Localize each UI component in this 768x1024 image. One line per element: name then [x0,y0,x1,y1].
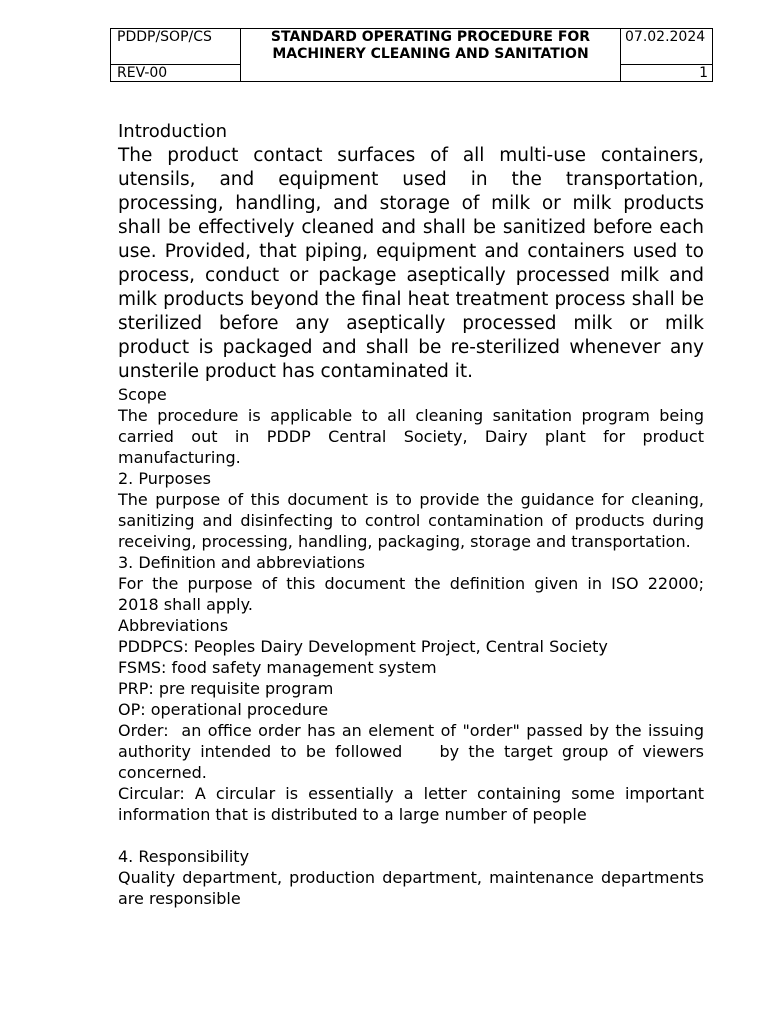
circular-definition: Circular: A circular is essentially a letter containing some important information that is distributed to a large number of people [118,784,704,824]
abbreviation-item: FSMS: food safety management system [118,658,437,677]
scope-text: The procedure is applicable to all cleaning sanitation program being carried out in PDDP Central Society, Dairy plant for product manufacturing. [118,406,704,467]
doc-code-cell [111,29,241,65]
definition-text: For the purpose of this document the definition given in ISO 22000; 2018 shall apply. [118,574,704,614]
doc-title-line-1: STANDARD OPERATING PROCEDURE FOR [270,29,591,45]
spacer [118,825,704,846]
scope-heading: Scope [118,385,167,404]
doc-title-line-2: MACHINERY CLEANING AND SANITATION [272,46,589,62]
revision-cell [111,65,241,82]
document-body [118,120,710,909]
introduction-heading: Introduction [118,121,228,142]
responsibility-heading: 4. Responsibility [118,847,250,866]
abbreviation-item: OP: operational procedure [118,700,329,719]
purposes-text: The purpose of this document is to provide the guidance for cleaning, sanitizing and disinfecting to control contamination of products during receiving, processing, handling, packaging, storage and transportation. [118,490,704,551]
revision: REV-00 [117,65,168,81]
document-header-table [110,28,713,82]
doc-code: PDDP/SOP/CS [117,29,212,45]
abbreviations-heading: Abbreviations [118,616,229,635]
abbreviation-item: PRP: pre requisite program [118,679,334,698]
introduction-text: The product contact surfaces of all multi-use containers, utensils, and equipment used in the transportation, processing, handling, and storage of milk or milk products shall be effectively cleaned and shall be sanitized before each use. Provided, that piping, equipment and containers used to process, conduct or package aseptically processed milk and milk products beyond the final heat treatment process shall be sterilized before any aseptically processed milk or milk product is packaged and shall be re-sterilized whenever any unsterile product has contaminated it. [118,145,704,382]
doc-date-cell [621,29,713,65]
definition-heading: 3. Definition and abbreviations [118,553,365,572]
purposes-heading: 2. Purposes [118,469,211,488]
doc-title-cell [241,29,621,82]
responsibility-text: Quality department, production department, maintenance departments are responsible [118,868,704,908]
page-number: 1 [699,65,708,81]
doc-date: 07.02.2024 [625,29,706,45]
page-number-cell [621,65,713,82]
order-definition: Order: an office order has an element of "order" passed by the issuing authority intended to be followed by the target group of viewers concerned. [118,721,710,782]
abbreviation-item: PDDPCS: Peoples Dairy Development Project, Central Society [118,637,608,656]
